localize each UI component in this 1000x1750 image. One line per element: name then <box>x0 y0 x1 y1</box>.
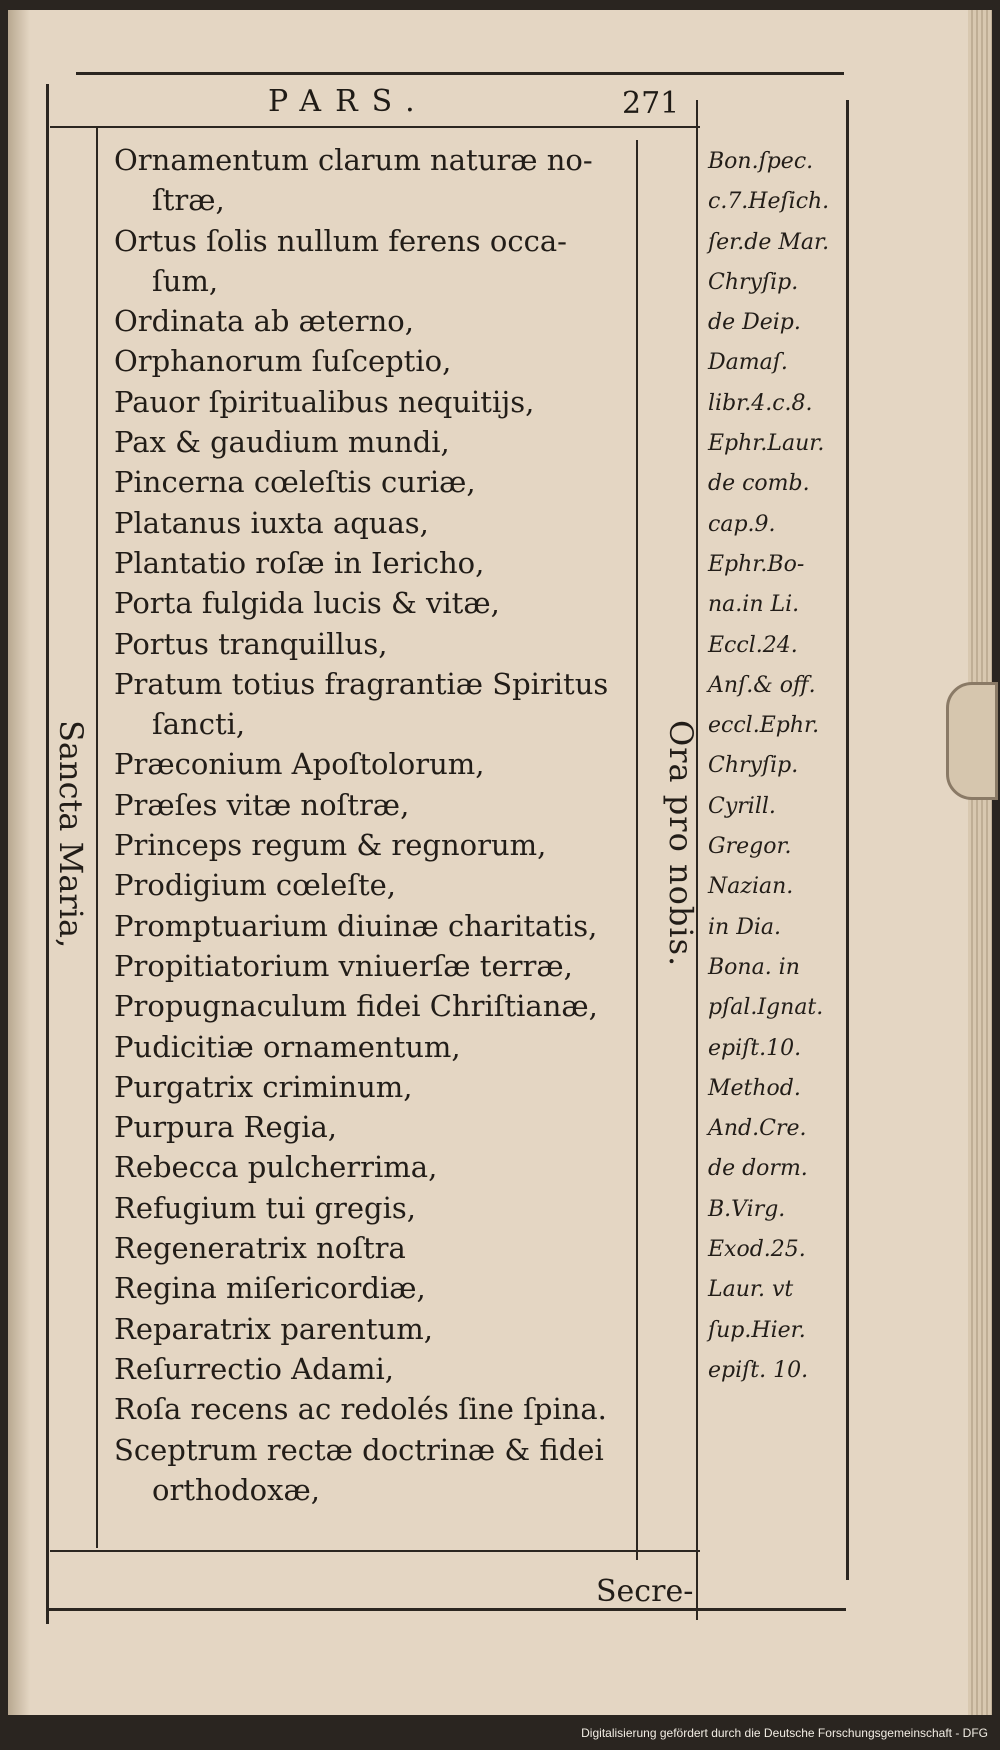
footer-credit: Digitalisierung gefördert durch die Deutsche Forschungsgemeinschaft - DFG <box>581 1726 988 1740</box>
litany-entry: Promptuarium diuinæ charitatis, <box>114 908 598 943</box>
litany-entry: Pratum totius fragrantiæ Spiritus <box>114 666 609 701</box>
reference-line: in Dia. <box>708 914 781 940</box>
litany-entry: Pax & gaudium mundi, <box>114 425 450 460</box>
litany-entry: Propitiatorium vniuerſæ terræ, <box>114 948 573 983</box>
reference-line: de dorm. <box>708 1156 808 1182</box>
reference-line: na.in Li. <box>708 592 800 618</box>
marginal-references <box>708 142 858 1391</box>
litany-entry: Platanus iuxta aquas, <box>114 505 429 540</box>
reference-line: de Deip. <box>708 310 801 336</box>
litany-entry: ſancti, <box>152 707 246 742</box>
reference-line: Ephr.Bo- <box>708 551 805 577</box>
reference-line: ſup.Hier. <box>708 1317 806 1343</box>
page-gutter <box>8 10 30 1715</box>
reference-line: Exod.25. <box>708 1237 806 1263</box>
reference-line: epiſt.10. <box>708 1035 802 1061</box>
inner-left-line <box>96 128 98 1548</box>
litany-entry: Purpura Regia, <box>114 1110 338 1145</box>
litany-entry: Pauor ſpiritualibus nequitijs, <box>114 384 535 419</box>
reference-line: Bona. in <box>708 954 800 980</box>
litany-entry: Refugium tui gregis, <box>114 1190 416 1225</box>
page-edges <box>968 10 992 1715</box>
litany-entry: ſtræ, <box>152 183 225 218</box>
reference-line: Chryſip. <box>708 269 799 295</box>
reference-line: And.Cre. <box>708 1116 807 1142</box>
reference-line: B.Virg. <box>708 1196 786 1222</box>
reference-line: pſal.Ignat. <box>708 995 824 1021</box>
side-invocation-right: Ora pro nobis. <box>662 720 700 968</box>
litany-entry: Reparatrix parentum, <box>114 1311 433 1346</box>
page-number: 271 <box>622 86 680 121</box>
digitization-footer <box>0 1722 1000 1750</box>
reference-line: Chryſip. <box>708 753 799 779</box>
reference-line: Ephr.Laur. <box>708 431 825 457</box>
litany-entries <box>114 140 634 1510</box>
header-rule <box>50 126 700 128</box>
litany-entry: Præconium Apoſtolorum, <box>114 747 485 782</box>
reference-line: Damaſ. <box>708 350 788 376</box>
litany-entry: ſum, <box>152 263 219 298</box>
litany-entry: Sceptrum rectæ doctrinæ & fidei <box>114 1432 604 1467</box>
litany-entry: Ortus ſolis nullum ferens occa- <box>114 223 567 258</box>
litany-entry: Porta fulgida lucis & vitæ, <box>114 586 500 621</box>
reference-line: epiſt. 10. <box>708 1357 809 1383</box>
reference-line: Bon.ſpec. <box>708 149 814 174</box>
litany-entry: Ordinata ab æterno, <box>114 304 414 339</box>
litany-entry: Regina miſericordiæ, <box>114 1271 426 1306</box>
litany-entry: Prodigium cœleſte, <box>114 868 397 903</box>
litany-entry: Plantatio roſæ in Iericho, <box>114 545 485 580</box>
litany-entry: Rebecca pulcherrima, <box>114 1150 438 1185</box>
side-invocation-left: Sancta Maria, <box>52 720 90 949</box>
reference-line: Nazian. <box>708 874 794 900</box>
top-rule <box>76 72 844 75</box>
litany-entry: Roſa recens ac redolés ſine ſpina. <box>114 1392 607 1427</box>
litany-entry: Pudicitiæ ornamentum, <box>114 1029 461 1064</box>
reference-line: eccl.Ephr. <box>708 713 820 739</box>
running-title: PARS. <box>268 84 429 119</box>
litany-entry: Purgatrix criminum, <box>114 1069 413 1104</box>
reference-line: c.7.Heſich. <box>708 189 830 215</box>
litany-entry: Pincerna cœleſtis curiæ, <box>114 465 476 500</box>
reference-line: ſer.de Mar. <box>708 229 830 255</box>
litany-entry: Orphanorum ſuſceptio, <box>114 344 452 379</box>
reference-line: Method. <box>708 1075 801 1101</box>
reference-line: Cyrill. <box>708 793 776 819</box>
reference-line: Eccl.24. <box>708 632 798 658</box>
litany-entry: Portus tranquillus, <box>114 626 388 661</box>
reference-line: libr.4.c.8. <box>708 390 813 416</box>
reference-line: Gregor. <box>708 834 792 860</box>
bottom-rule <box>50 1550 700 1552</box>
center-line <box>636 140 638 1560</box>
litany-entry: Regeneratrix noſtra <box>114 1231 406 1266</box>
litany-entry: orthodoxæ, <box>152 1472 320 1507</box>
reference-line: cap.9. <box>708 511 776 537</box>
litany-entry: Ornamentum clarum naturæ no- <box>114 143 593 177</box>
reference-line: de comb. <box>708 471 810 497</box>
litany-entry: Propugnaculum fidei Chriſtianæ, <box>114 989 598 1024</box>
page-tab-marker <box>946 682 998 800</box>
base-rule <box>46 1608 846 1611</box>
litany-entry: Præſes vitæ noſtræ, <box>114 787 410 822</box>
litany-entry: Reſurrectio Adami, <box>114 1351 394 1386</box>
reference-line: Laur. vt <box>708 1277 794 1303</box>
reference-line: Anſ.& off. <box>708 672 816 698</box>
litany-entry: Princeps regum & regnorum, <box>114 828 547 863</box>
left-frame-line <box>46 84 49 1624</box>
catchword: Secre- <box>596 1574 694 1609</box>
